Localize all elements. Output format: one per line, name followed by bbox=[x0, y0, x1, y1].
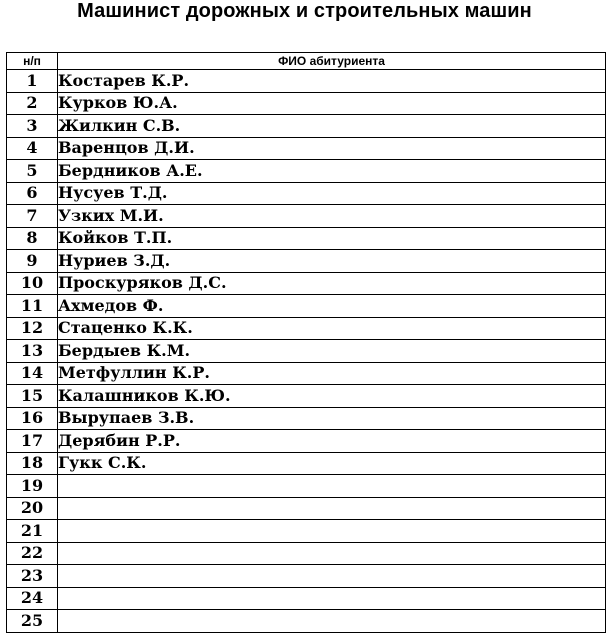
applicant-name: Жилкин С.В. bbox=[58, 115, 606, 138]
row-number: 19 bbox=[7, 475, 58, 498]
row-number: 2 bbox=[7, 92, 58, 115]
row-number: 14 bbox=[7, 362, 58, 385]
row-number: 8 bbox=[7, 227, 58, 250]
header-number: н/п bbox=[7, 53, 58, 70]
table-row bbox=[7, 385, 606, 408]
applicant-name: Узких М.И. bbox=[58, 205, 606, 228]
row-number: 11 bbox=[7, 295, 58, 318]
applicant-name bbox=[58, 587, 606, 610]
table-row bbox=[7, 227, 606, 250]
table-row bbox=[7, 205, 606, 228]
row-number: 6 bbox=[7, 182, 58, 205]
table-row bbox=[7, 160, 606, 183]
table-row bbox=[7, 295, 606, 318]
table-row bbox=[7, 497, 606, 520]
applicant-name bbox=[58, 542, 606, 565]
table-row bbox=[7, 340, 606, 363]
row-number: 10 bbox=[7, 272, 58, 295]
row-number: 25 bbox=[7, 610, 58, 633]
table-row bbox=[7, 430, 606, 453]
applicant-name: Вырупаев З.В. bbox=[58, 407, 606, 430]
applicant-name: Ахмедов Ф. bbox=[58, 295, 606, 318]
table-header-row bbox=[7, 53, 606, 70]
applicant-name: Бердников А.Е. bbox=[58, 160, 606, 183]
row-number: 12 bbox=[7, 317, 58, 340]
row-number: 24 bbox=[7, 587, 58, 610]
applicant-name: Метфуллин К.Р. bbox=[58, 362, 606, 385]
table-row bbox=[7, 92, 606, 115]
page-title: Машинист дорожных и строительных машин bbox=[77, 0, 532, 22]
table-row bbox=[7, 362, 606, 385]
row-number: 15 bbox=[7, 385, 58, 408]
applicant-name: Бердыев К.М. bbox=[58, 340, 606, 363]
row-number: 16 bbox=[7, 407, 58, 430]
table-row bbox=[7, 407, 606, 430]
row-number: 3 bbox=[7, 115, 58, 138]
applicant-name bbox=[58, 610, 606, 633]
applicant-name: Нусуев Т.Д. bbox=[58, 182, 606, 205]
table-row bbox=[7, 587, 606, 610]
table-row bbox=[7, 317, 606, 340]
row-number: 23 bbox=[7, 565, 58, 588]
table-row bbox=[7, 250, 606, 273]
table-row bbox=[7, 272, 606, 295]
applicant-name: Койков Т.П. bbox=[58, 227, 606, 250]
table-row bbox=[7, 475, 606, 498]
row-number: 1 bbox=[7, 70, 58, 93]
applicant-name bbox=[58, 497, 606, 520]
table-row bbox=[7, 610, 606, 633]
row-number: 17 bbox=[7, 430, 58, 453]
row-number: 5 bbox=[7, 160, 58, 183]
applicant-name: Дерябин Р.Р. bbox=[58, 430, 606, 453]
applicant-name: Калашников К.Ю. bbox=[58, 385, 606, 408]
row-number: 13 bbox=[7, 340, 58, 363]
header-name: ФИО абитуриента bbox=[58, 53, 606, 70]
table-row bbox=[7, 452, 606, 475]
table-row bbox=[7, 182, 606, 205]
applicant-name: Варенцов Д.И. bbox=[58, 137, 606, 160]
row-number: 22 bbox=[7, 542, 58, 565]
table-row bbox=[7, 115, 606, 138]
applicant-name: Стаценко К.К. bbox=[58, 317, 606, 340]
table-row bbox=[7, 542, 606, 565]
table-body bbox=[7, 70, 606, 633]
applicant-name: Проскуряков Д.С. bbox=[58, 272, 606, 295]
row-number: 20 bbox=[7, 497, 58, 520]
applicant-name: Гукк С.К. bbox=[58, 452, 606, 475]
row-number: 7 bbox=[7, 205, 58, 228]
applicant-name: Костарев К.Р. bbox=[58, 70, 606, 93]
table-row bbox=[7, 137, 606, 160]
applicant-name bbox=[58, 565, 606, 588]
row-number: 9 bbox=[7, 250, 58, 273]
table-row bbox=[7, 70, 606, 93]
applicant-name bbox=[58, 520, 606, 543]
applicant-name: Нуриев З.Д. bbox=[58, 250, 606, 273]
applicant-name: Курков Ю.А. bbox=[58, 92, 606, 115]
table-row bbox=[7, 565, 606, 588]
applicants-table bbox=[6, 52, 606, 633]
row-number: 21 bbox=[7, 520, 58, 543]
applicant-name bbox=[58, 475, 606, 498]
table-row bbox=[7, 520, 606, 543]
row-number: 4 bbox=[7, 137, 58, 160]
row-number: 18 bbox=[7, 452, 58, 475]
